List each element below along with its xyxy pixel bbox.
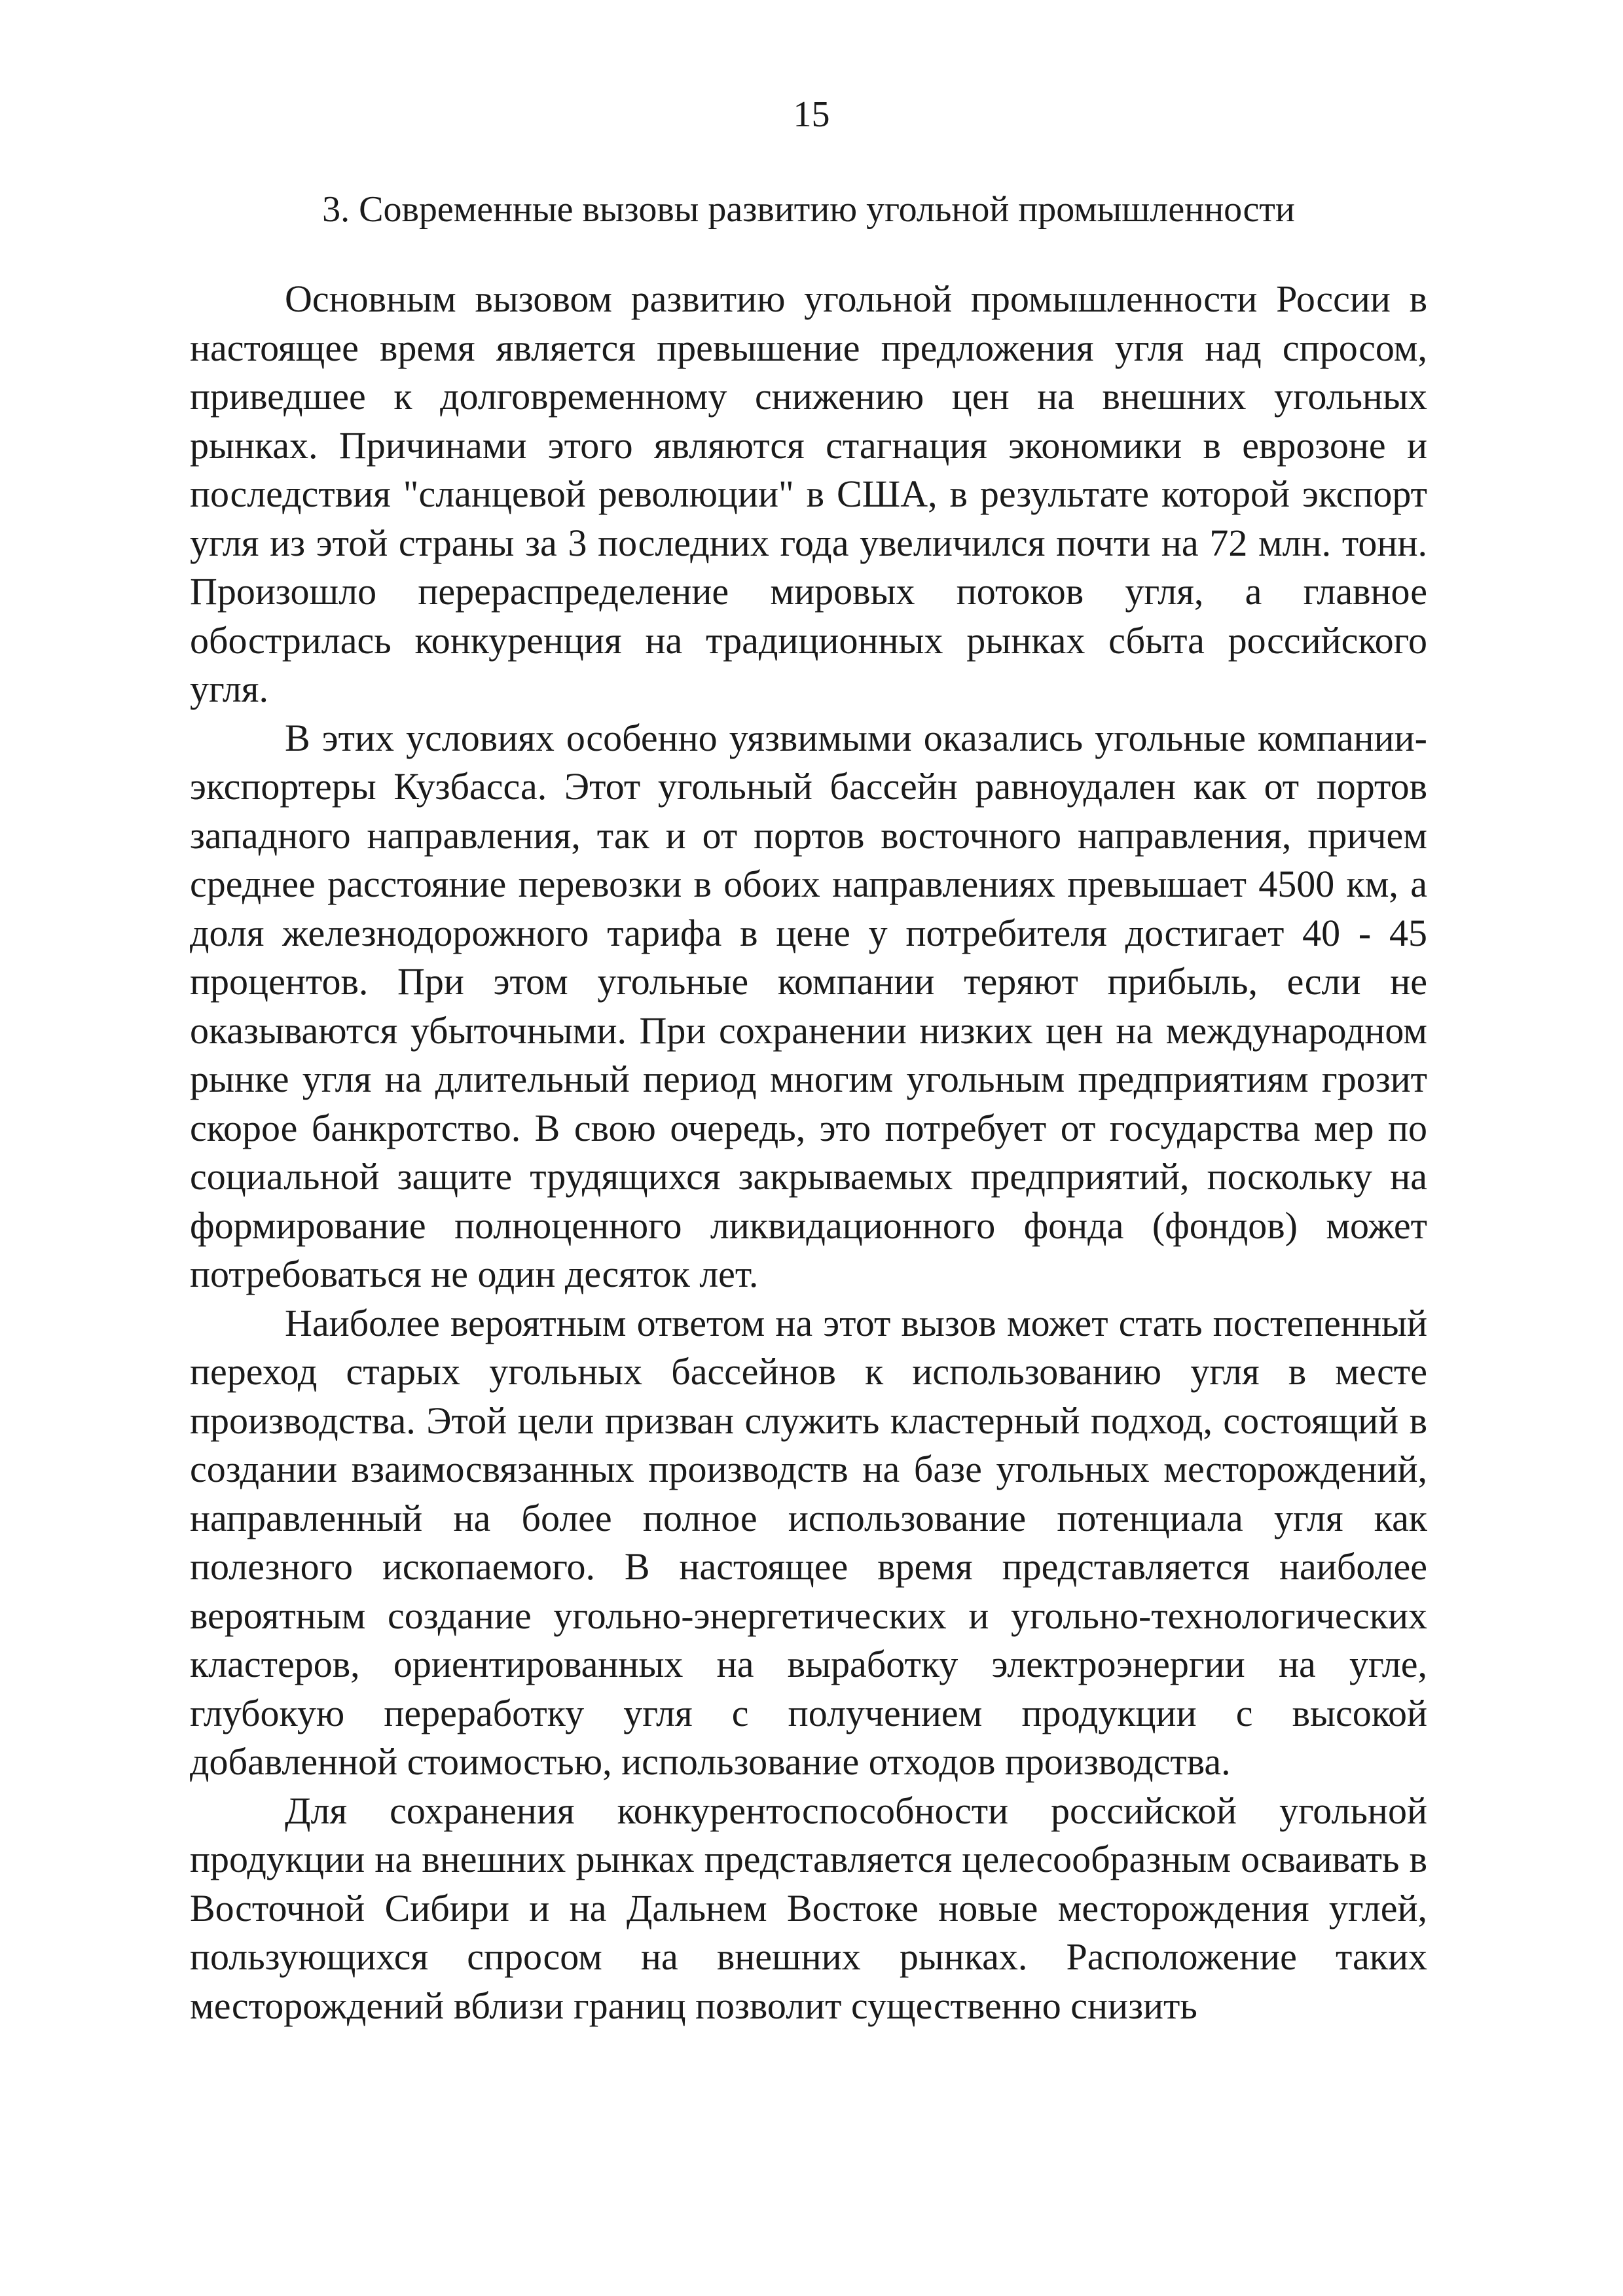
paragraph: В этих условиях особенно уязвимыми оказались угольные компании-экспортеры Кузбасса. Этот угольный бассейн равноудален как от портов западного направления, так и от портов восточного направления, причем среднее расстояние перевозки в обоих направлениях превышает 4500 км, а доля железнодорожного тарифа в цене у потребителя достигает 40 - 45 процентов. При этом угольные компании теряют прибыль, если не оказываются убыточными. При сохранении низких цен на международном рынке угля на длительный период многим угольным предприятиям грозит скорое банкротство. В свою очередь, это потребует от государства мер по социальной защите трудящихся закрываемых предприятий, поскольку на формирование полноценного ликвидационного фонда (фондов) может потребоваться не один десяток лет. — [190, 716, 1427, 1295]
paragraph: Наиболее вероятным ответом на этот вызов может стать постепенный переход старых угольных бассейнов к использованию угля в месте производства. Этой цели призван служить кластерный подход, состоящий в создании взаимосвязанных производств на базе угольных месторождений, направленный на более полное использование потенциала угля как полезного ископаемого. В настоящее время представляется наиболее вероятным создание угольно-энергетических и угольно-технологических кластеров, ориентированных на выработку электроэнергии на угле, глубокую переработку угля с получением продукции с высокой добавленной стоимостью, использование отходов производства. — [190, 1301, 1427, 1783]
paragraph: Основным вызовом развитию угольной промышленности России в настоящее время является превышение предложения угля над спросом, приведшее к долговременному снижению цен на внешних угольных рынках. Причинами этого являются стагнация экономики в еврозоне и последствия "сланцевой революции" в США, в результате которой экспорт угля из этой страны за 3 последних года увеличился почти на 72 млн. тонн. Произошло перераспределение мировых потоков угля, а главное обострилась конкуренция на традиционных рынках сбыта российского угля. — [190, 278, 1427, 710]
paragraph: Для сохранения конкурентоспособности российской угольной продукции на внешних рынках представляется целесообразным осваивать в Восточной Сибири и на Дальнем Востоке новые месторождения углей, пользующихся спросом на внешних рынках. Расположение таких месторождений вблизи границ позволит существенно снизить — [190, 1789, 1427, 2027]
body-text — [190, 275, 1427, 2030]
page-number: 15 — [793, 94, 830, 135]
section-title: 3. Современные вызовы развитию угольной промышленности — [322, 189, 1295, 230]
